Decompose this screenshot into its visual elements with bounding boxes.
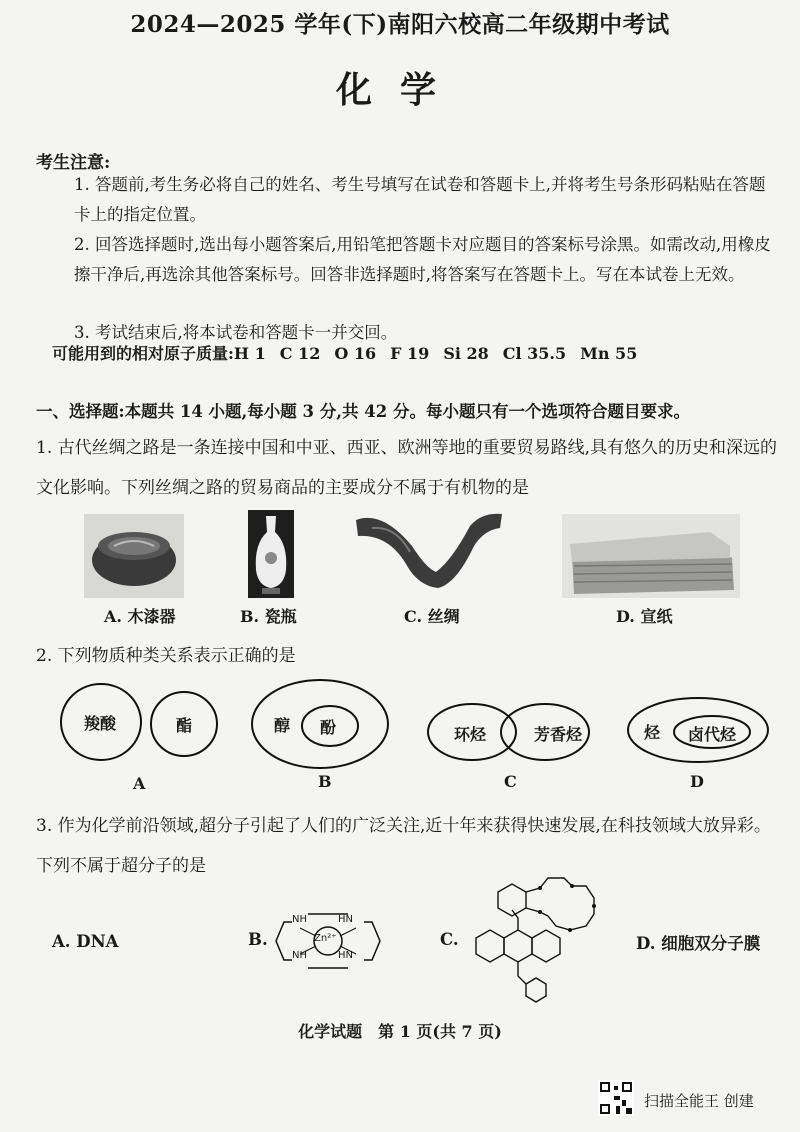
hn-label: HN	[338, 950, 353, 961]
atomic-prefix: 可能用到的相对原子质量:	[52, 344, 234, 363]
q2-c-left-label: 环烃	[454, 725, 487, 744]
q2-c-right-label: 芳香烃	[534, 725, 583, 744]
q2-diagrams	[0, 676, 800, 776]
notice-item-1: 1. 答题前,考生务必将自己的姓名、考生号填写在试卷和答题卡上,并将考生号条形码粘贴在答题卡上的指定位置。	[74, 175, 766, 224]
qr-code-icon	[598, 1080, 634, 1116]
q2-letter-b: B	[318, 772, 332, 791]
page-footer: 化学试题 第 1 页(共 7 页)	[298, 1022, 502, 1041]
notice-item-3: 3. 考试结束后,将本试卷和答题卡一并交回。	[74, 323, 398, 342]
subject-title: 化学	[335, 69, 464, 111]
q2-d-inner-label: 卤代烃	[688, 725, 737, 744]
exam-title: 2024—2025 学年(下)南阳六校高二年级期中考试	[130, 11, 670, 38]
atomic-masses	[52, 341, 651, 364]
q1-option-b: B. 瓷瓶	[240, 607, 297, 626]
q2-letter-a: A	[133, 774, 146, 793]
section-title: 一、选择题:本题共 14 小题,每小题 3 分,共 42 分。每小题只有一个选项符合题目要求。	[36, 402, 690, 421]
q2-d-outer-label: 烃	[644, 723, 661, 742]
question-2-stem: 2. 下列物质种类关系表示正确的是	[36, 646, 296, 666]
lacquer-box-image	[84, 514, 184, 598]
atomic-mass: Cl 35.5	[502, 344, 567, 363]
q2-a-left-label: 羧酸	[84, 714, 117, 733]
q3-option-c-label: C.	[440, 930, 459, 949]
q1-option-d: D. 宣纸	[616, 607, 673, 626]
atomic-mass: Mn 55	[580, 344, 638, 363]
q3-option-d: D. 细胞双分子膜	[636, 934, 761, 953]
nh-label: NH	[292, 950, 307, 961]
q2-b-inner-label: 酚	[320, 718, 337, 737]
xuan-paper-image	[562, 514, 740, 598]
notice-heading: 考生注意:	[36, 153, 111, 173]
hn-label: HN	[338, 914, 353, 925]
porcelain-vase-image	[248, 510, 294, 598]
notice-item-2: 2. 回答选择题时,选出每小题答案后,用铅笔把答题卡对应题目的答案标号涂黑。如需改动,用橡皮擦干净后,再选涂其他答案标号。回答非选择题时,将答案写在答题卡上。写在本试卷上无效。	[74, 235, 771, 284]
nh-label: NH	[292, 914, 307, 925]
atomic-mass: O 16	[334, 344, 377, 363]
atomic-mass: Si 28	[443, 344, 489, 363]
q3-option-b-label: B.	[248, 930, 268, 949]
atomic-mass: C 12	[279, 344, 321, 363]
atomic-mass: F 19	[390, 344, 430, 363]
atomic-mass: H 1	[233, 344, 266, 363]
q2-letter-d: D	[690, 772, 704, 791]
q3-option-a: A. DNA	[52, 932, 119, 951]
q2-a-right-label: 酯	[176, 716, 193, 735]
q1-option-c: C. 丝绸	[404, 607, 460, 626]
q2-b-outer-label: 醇	[274, 716, 291, 735]
silk-image	[352, 506, 508, 602]
scanner-watermark: 扫描全能王 创建	[644, 1092, 754, 1110]
question-3-stem: 3. 作为化学前沿领域,超分子引起了人们的广泛关注,近十年来获得快速发展,在科技领域大放异彩。下列不属于超分子的是	[36, 816, 771, 876]
q1-option-a: A. 木漆器	[104, 607, 176, 626]
crown-ether-structure	[456, 876, 616, 1006]
question-1-stem: 1. 古代丝绸之路是一条连接中国和中亚、西亚、欧洲等地的重要贸易路线,具有悠久的历史和深远的文化影响。下列丝绸之路的贸易商品的主要成分不属于有机物的是	[36, 438, 778, 498]
zn-ion-label: Zn²⁺	[314, 933, 337, 944]
q2-letter-c: C	[504, 772, 517, 791]
